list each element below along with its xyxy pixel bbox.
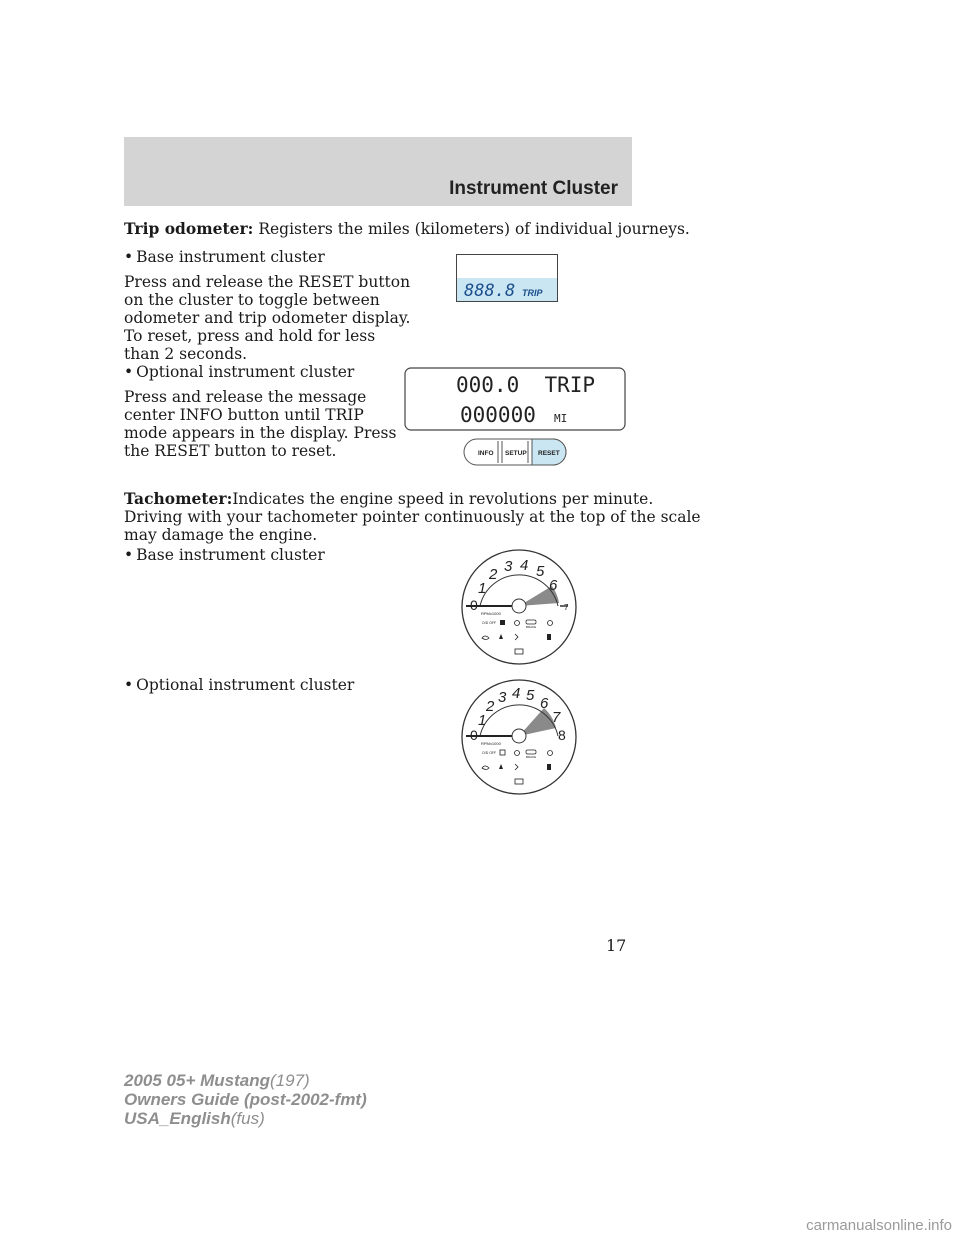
tick-label: 5 <box>536 563 545 580</box>
trip-desc: Registers the miles (kilometers) of individual journeys. <box>258 220 690 238</box>
text-line: Press and release the RESET button <box>124 273 411 291</box>
rpm-unit-label: RPMx1000 <box>481 611 501 616</box>
trip-base-bullet: • Base instrument cluster <box>124 248 325 266</box>
od-off-icon: O/D OFF <box>482 621 497 625</box>
trip-opt-paragraph <box>124 388 396 460</box>
tick-label: 3 <box>498 689 507 706</box>
trip-intro <box>124 220 690 238</box>
fuel-icon <box>547 634 551 640</box>
od-off-icon: O/D OFF <box>482 751 497 755</box>
needle-hub <box>512 599 526 613</box>
footer-line-1 <box>124 1071 367 1090</box>
text-line: Press and release the message <box>124 388 367 406</box>
watermark: carmanualsonline.info <box>806 1217 952 1234</box>
tick-label: 7 <box>564 603 569 612</box>
tick-label: 4 <box>512 685 521 702</box>
coolant-temp-icon <box>500 620 505 625</box>
text-line: than 2 seconds. <box>124 345 248 363</box>
base-odometer-value: 888.8 <box>464 281 516 301</box>
text-line: odometer and trip odometer display. <box>124 309 411 327</box>
text-line: center INFO button until TRIP <box>124 406 364 424</box>
trip-base-paragraph <box>124 273 411 363</box>
message-center-unit: MI <box>554 412 568 425</box>
tick-label: 0 <box>470 727 478 743</box>
base-tachometer-figure <box>460 548 578 666</box>
footer-language: USA_English <box>124 1109 231 1128</box>
rpm-unit-label: RPMx1000 <box>481 741 501 746</box>
setup-button: SETUP <box>505 450 527 457</box>
optional-tachometer-figure <box>460 678 578 796</box>
base-odometer-figure <box>456 254 558 302</box>
text-line: To reset, press and hold for less <box>124 327 376 345</box>
tach-line-1: Indicates the engine speed in revolutions per minute. <box>232 490 654 508</box>
tick-label: 4 <box>520 557 529 574</box>
section-title: Instrument Cluster <box>449 178 618 199</box>
tach-base-bullet: • Base instrument cluster <box>124 546 325 564</box>
fuel-icon <box>547 764 551 770</box>
tick-label: 2 <box>486 698 495 715</box>
tach-opt-bullet: • Optional instrument cluster <box>124 676 354 694</box>
text-line: mode appears in the display. Press <box>124 424 397 442</box>
message-center-line1: 000.0 TRIP <box>456 373 596 397</box>
tick-label: 1 <box>478 712 487 729</box>
tick-label: 6 <box>549 577 558 594</box>
tick-label: 2 <box>489 566 498 583</box>
tach-paragraph <box>124 490 701 544</box>
brake-label: BRAKE <box>526 755 537 759</box>
footer-model: 2005 05+ Mustang <box>124 1071 270 1090</box>
needle-hub <box>512 729 526 743</box>
optional-message-center-figure <box>404 367 626 471</box>
message-center-odometer: 000000 <box>460 403 536 427</box>
tick-label: 6 <box>540 695 549 712</box>
footer-line-2: Owners Guide (post-2002-fmt) <box>124 1090 367 1109</box>
text-line <box>124 490 701 508</box>
footer-model-code: (197) <box>270 1071 310 1090</box>
footer-line-3 <box>124 1109 367 1128</box>
info-button: INFO <box>478 450 494 457</box>
reset-button: RESET <box>538 450 560 457</box>
tick-label: 3 <box>504 558 513 575</box>
trip-opt-bullet: • Optional instrument cluster <box>124 363 354 381</box>
tick-label: 5 <box>526 687 535 704</box>
tick-label: 0 <box>470 597 478 613</box>
page-number: 17 <box>606 936 627 955</box>
tick-label: 7 <box>552 709 561 726</box>
brake-label: BRAKE <box>526 625 537 629</box>
section-header <box>124 137 632 206</box>
base-trip-label: TRIP <box>522 288 543 298</box>
text-line: the RESET button to reset. <box>124 442 337 460</box>
tick-label: 1 <box>478 580 487 597</box>
text-line: on the cluster to toggle between <box>124 291 380 309</box>
text-line: Driving with your tachometer pointer continuously at the top of the scale <box>124 508 701 526</box>
document-footer <box>124 1071 367 1128</box>
tick-label: 8 <box>558 727 566 743</box>
text-line: may damage the engine. <box>124 526 318 544</box>
trip-term: Trip odometer: <box>124 219 254 238</box>
tach-term: Tachometer: <box>124 489 233 508</box>
footer-language-code: (fus) <box>230 1109 265 1128</box>
